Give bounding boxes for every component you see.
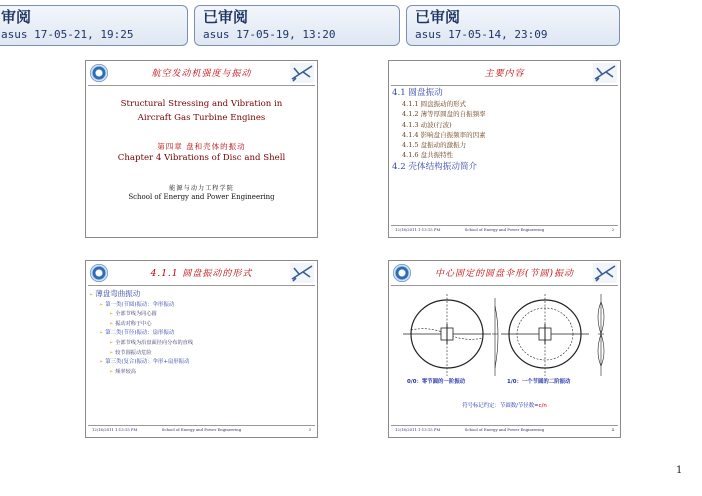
footer-school: School of Energy and Power Engineering [161,427,242,432]
slide-thumbnail-2 [388,60,621,238]
bullet-item: ➢ 薄盘弯曲振动 [89,289,141,298]
slide-header [86,261,317,285]
stamp-author-date: asus 17-05-14, 23:09 [415,28,548,41]
bullet-arrow-icon: ➢ [109,349,114,356]
stamp-author-date: asus 17-05-21, 19:25 [1,28,134,41]
bullet-item: ➢ 第三类(复合)振动：伞形+扇形振动 [99,359,190,366]
notation-value: c/n [538,403,547,409]
stamp-author-date: asus 17-05-19, 13:20 [203,28,336,41]
slide-number: 4 [611,427,614,432]
footer-date: 12/16/2011 1:13:15 PM [395,227,441,232]
mode-caption-0-0: 0/0：零节圆的一阶振动 [407,379,465,385]
school-name-cn: 能源与动力工程学院 [169,185,234,192]
bullet-arrow-icon: ➢ [89,292,94,298]
notation-note [389,401,620,409]
footer-school: School of Energy and Power Engineering [464,227,545,232]
jet-aircraft-icon [593,263,617,283]
slide-thumbnail-4 [388,260,621,438]
course-title-en-line1: Structural Stressing and Vibration in [120,99,283,109]
bullet-item: ➢ 较节圆振动危险 [109,349,152,356]
bullet-arrow-icon: ➢ [109,320,114,327]
slide-footer [86,427,317,435]
slide-footer [389,427,620,435]
slide-thumbnail-3 [85,260,318,438]
outline-item: 4.1.4 影响盘自振频率的因素 [402,130,486,139]
course-title-en-line2: Aircraft Gas Turbine Engines [137,113,266,123]
header-divider [88,85,315,86]
review-stamp[interactable] [406,5,620,46]
outline-item: 4.2 壳体结构振动简介 [392,161,478,172]
footer-divider [391,225,618,226]
chapter-title-cn: 第四章 盘和壳体的振动 [157,142,246,151]
slide-title: 中心固定的圆盘伞形(节圆)振动 [434,269,575,279]
university-logo-icon [90,64,108,82]
jet-aircraft-icon [290,263,314,283]
outline-list [392,87,612,173]
outline-item: 4.1.1 圆盘振动的形式 [402,100,467,108]
page-number: 1 [676,465,683,476]
mode-caption-1-0: 1/0：一个节圆的二阶振动 [507,379,571,385]
slide-title: 航空发动机强度与振动 [151,69,252,79]
bullet-arrow-icon: ➢ [99,330,104,337]
chapter-title-en: Chapter 4 Vibrations of Disc and Shell [117,153,286,163]
bullet-item: ➢ 第二类(节径)振动：扇形振动 [99,330,175,337]
bullet-item: ➢ 全部节线为沿盘面径向分布的直线 [109,339,194,346]
slide-header [86,61,317,85]
header-divider [391,285,618,286]
stamp-title: 审阅 [1,8,32,26]
footer-divider [391,425,618,426]
review-stamp[interactable] [194,5,400,46]
header-divider [88,285,315,286]
outline-item: 4.1.3 动波(行波) [402,120,452,129]
jet-aircraft-icon [290,63,314,83]
one-nodal-circle-mode-drawing [501,294,589,376]
bullet-item: ➢ 振动对称于中心 [109,320,152,327]
bullet-item: ➢ 全部节线为同心圆 [109,311,157,318]
footer-divider [88,425,315,426]
university-logo-icon [393,264,411,282]
slide-thumbnail-1 [85,60,318,238]
slide-title: 4.1.1 圆盘振动的形式 [150,269,253,279]
bullet-item: ➢ 第一类(节圆)振动：伞形振动 [99,301,175,308]
stamp-title: 已审阅 [415,8,461,26]
slide-number: 3 [308,427,311,432]
outline-item: 4.1 圆盘振动 [392,88,443,98]
zero-nodal-circle-mode-drawing [403,294,491,376]
university-logo-icon [90,264,108,282]
outline-item: 4.1.2 薄等厚圆盘的自振频率 [402,110,486,119]
review-stamp[interactable] [0,5,188,46]
header-divider [391,85,618,86]
side-view-drawing [492,298,498,376]
bullet-arrow-icon: ➢ [109,368,114,375]
slide-title: 主要内容 [484,69,525,79]
slide-header [389,61,620,85]
outline-item: 4.1.5 盘振动的激振力 [402,141,467,150]
jet-aircraft-icon [593,63,617,83]
footer-date: 12/16/2011 1:13:15 PM [92,427,138,432]
disc-mode-diagram [395,288,615,388]
bullet-arrow-icon: ➢ [99,359,104,366]
slide-header [389,261,620,285]
slide-footer [389,227,620,235]
bullet-list [89,289,314,377]
stamp-title: 已审阅 [203,8,249,26]
school-name-en: School of Energy and Power Engineering [128,193,275,201]
bullet-arrow-icon: ➢ [109,311,114,318]
slide-number: 2 [611,227,614,232]
footer-school: School of Energy and Power Engineering [464,427,545,432]
side-view-drawing [598,294,604,376]
notation-prefix: 符号标记约定：节圆数/节径数= [462,403,539,409]
bullet-item: ➢ 频率较高 [109,368,136,375]
outline-item: 4.1.6 盘共振特性 [402,151,454,160]
bullet-arrow-icon: ➢ [99,301,104,308]
bullet-arrow-icon: ➢ [109,339,114,346]
footer-date: 12/16/2011 1:13:15 PM [395,427,441,432]
